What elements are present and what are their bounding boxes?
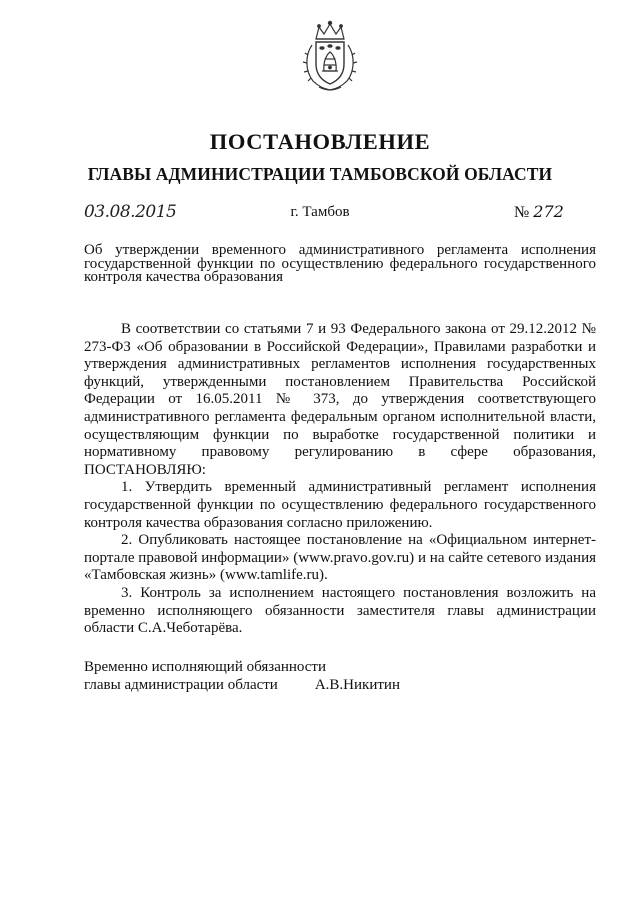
document-date: 03.08.2015 bbox=[84, 202, 177, 222]
body-paragraph-item-3: 3. Контроль за исполнением настоящего постановления возложить на временно исполняющего обязанности заместителя главы администрации области С.А.Чеботарёва. bbox=[84, 584, 596, 637]
document-body bbox=[84, 321, 596, 638]
signatory-name: А.В.Никитин bbox=[314, 676, 400, 693]
body-paragraph-preamble: В соответствии со статьями 7 и 93 Федерального закона от 29.12.2012 № 273-ФЗ «Об образовании в Российской Федерации», Правилами разработки и утверждения административных регламентов исполнения государственных функций, утвержденными постановлением Правительства Российской Федерации от 16.05.2011 № 373, до утверждения соответствующего административного регламента федеральным органом исполнительной власти, осуществляющим функции по выработке государственной политики и нормативному правовому регулированию в сфере образования, ПОСТАНОВЛЯЮ: bbox=[84, 321, 596, 478]
body-paragraph-item-2: 2. Опубликовать настоящее постановление на «Официальном интернет-портале правовой информации» (www.pravo.gov.ru) и на сайте сетевого издания «Тамбовская жизнь» (www.tamlife.ru). bbox=[84, 532, 596, 584]
document-city: г. Тамбов bbox=[290, 204, 350, 220]
signature-block bbox=[84, 659, 400, 694]
document-title: ПОСТАНОВЛЕНИЕ bbox=[209, 129, 431, 154]
document-issuer: ГЛАВЫ АДМИНИСТРАЦИИ ТАМБОВСКОЙ ОБЛАСТИ bbox=[87, 164, 553, 184]
document-subject: Об утверждении временного административного регламента исполнения государственной функции по осуществлению федерального государственного контроля качества образования bbox=[84, 242, 596, 285]
signature-position-line1: Временно исполняющий обязанности bbox=[84, 659, 327, 675]
number-value: 272 bbox=[533, 202, 564, 221]
coat-of-arms-tambov-icon bbox=[299, 19, 361, 93]
body-paragraph-item-1: 1. Утвердить временный административный регламент исполнения государственной функции по осуществлению федерального государственного контроля качества образования согласно приложению. bbox=[84, 479, 596, 531]
number-label: № bbox=[514, 204, 530, 221]
document-number bbox=[514, 202, 564, 222]
signature-position-line2 bbox=[84, 677, 400, 695]
signature-position-text: главы администрации области bbox=[84, 676, 278, 693]
